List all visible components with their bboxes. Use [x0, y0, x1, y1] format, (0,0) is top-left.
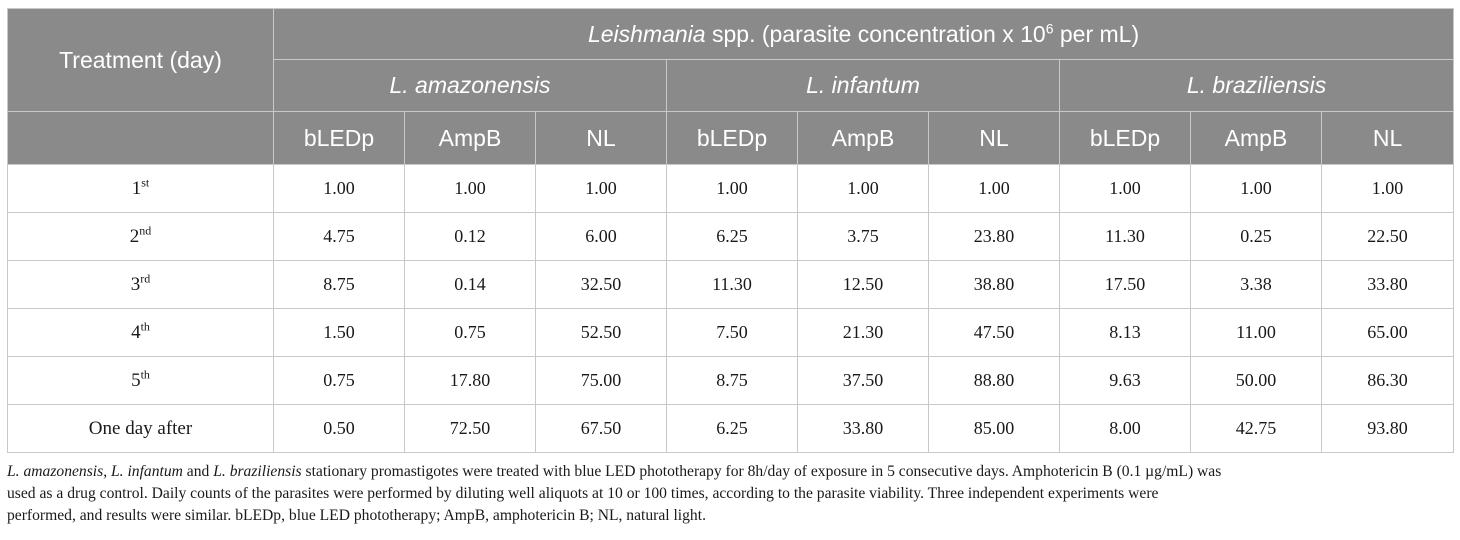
- table-row: [8, 309, 1454, 357]
- footnote-species: L. amazonensis: [7, 463, 104, 480]
- value-cell: 17.50: [1060, 261, 1191, 309]
- value-cell: 86.30: [1322, 357, 1454, 405]
- value-cell: 37.50: [798, 357, 929, 405]
- value-cell: 1.00: [1060, 165, 1191, 213]
- species-header: L. infantum: [667, 60, 1060, 112]
- day-label: 5: [131, 369, 141, 391]
- value-cell: 0.50: [274, 405, 405, 453]
- value-cell: 23.80: [929, 213, 1060, 261]
- day-ordinal-suffix: th: [140, 319, 150, 334]
- value-cell: 3.75: [798, 213, 929, 261]
- value-cell: 42.75: [1191, 405, 1322, 453]
- table-row: [8, 357, 1454, 405]
- value-cell: 11.30: [667, 261, 798, 309]
- value-cell: 0.75: [405, 309, 536, 357]
- value-cell: 1.00: [929, 165, 1060, 213]
- table-footnote: [7, 461, 1453, 527]
- subcolumn-header: NL: [536, 112, 667, 165]
- value-cell: 4.75: [274, 213, 405, 261]
- value-cell: 32.50: [536, 261, 667, 309]
- value-cell: 1.00: [667, 165, 798, 213]
- value-cell: 9.63: [1060, 357, 1191, 405]
- footnote-line: performed, and results were similar. bLEDp, blue LED phototherapy; AmpB, amphotericin B; NL, natural light.: [7, 507, 706, 524]
- day-ordinal-suffix: st: [141, 175, 150, 190]
- day-label: 3: [130, 273, 141, 295]
- value-cell: 8.75: [274, 261, 405, 309]
- treatment-day-cell: [8, 165, 274, 213]
- value-cell: 52.50: [536, 309, 667, 357]
- value-cell: 7.50: [667, 309, 798, 357]
- table-row: [8, 405, 1454, 453]
- value-cell: 0.14: [405, 261, 536, 309]
- table-row: [8, 213, 1454, 261]
- value-cell: 8.00: [1060, 405, 1191, 453]
- value-cell: 1.00: [798, 165, 929, 213]
- value-cell: 47.50: [929, 309, 1060, 357]
- table-body: [8, 165, 1454, 453]
- value-cell: 21.30: [798, 309, 929, 357]
- value-cell: 0.25: [1191, 213, 1322, 261]
- treatment-day-cell: [8, 261, 274, 309]
- day-label: 4: [131, 321, 141, 343]
- day-label: 1: [131, 177, 142, 199]
- group-title-text: spp. (parasite concentration x 10: [705, 20, 1046, 47]
- value-cell: 11.30: [1060, 213, 1191, 261]
- value-cell: 0.75: [274, 357, 405, 405]
- value-cell: 1.00: [274, 165, 405, 213]
- footnote-separator: ,: [103, 463, 111, 480]
- day-ordinal-suffix: nd: [139, 223, 152, 238]
- day-ordinal-suffix: rd: [140, 271, 151, 286]
- value-cell: 88.80: [929, 357, 1060, 405]
- subcolumn-header: AmpB: [405, 112, 536, 165]
- header-row-group: [8, 9, 1454, 60]
- table-header: [8, 9, 1454, 165]
- footnote-separator: and: [182, 463, 214, 480]
- value-cell: 0.12: [405, 213, 536, 261]
- subcolumn-header: bLEDp: [1060, 112, 1191, 165]
- value-cell: 12.50: [798, 261, 929, 309]
- value-cell: 72.50: [405, 405, 536, 453]
- value-cell: 93.80: [1322, 405, 1454, 453]
- subcolumn-header: AmpB: [1191, 112, 1322, 165]
- subcolumn-header: NL: [1322, 112, 1454, 165]
- value-cell: 65.00: [1322, 309, 1454, 357]
- data-table: [7, 8, 1454, 453]
- treatment-day-cell: [8, 213, 274, 261]
- footnote-species: L. braziliensis: [213, 463, 302, 480]
- value-cell: 6.25: [667, 213, 798, 261]
- value-cell: 1.00: [1322, 165, 1454, 213]
- value-cell: 1.00: [405, 165, 536, 213]
- subcolumn-header: bLEDp: [667, 112, 798, 165]
- day-label: One day after: [88, 417, 193, 439]
- value-cell: 1.00: [536, 165, 667, 213]
- species-header: L. braziliensis: [1060, 60, 1454, 112]
- value-cell: 3.38: [1191, 261, 1322, 309]
- value-cell: 8.75: [667, 357, 798, 405]
- value-cell: 11.00: [1191, 309, 1322, 357]
- value-cell: 8.13: [1060, 309, 1191, 357]
- day-label: 2: [129, 225, 140, 247]
- value-cell: 22.50: [1322, 213, 1454, 261]
- value-cell: 1.00: [1191, 165, 1322, 213]
- treatment-day-cell: [8, 309, 274, 357]
- header-row-treatments: [8, 112, 1454, 165]
- value-cell: 6.00: [536, 213, 667, 261]
- value-cell: 6.25: [667, 405, 798, 453]
- value-cell: 85.00: [929, 405, 1060, 453]
- species-header: L. amazonensis: [274, 60, 667, 112]
- treatment-day-cell: [8, 357, 274, 405]
- value-cell: 50.00: [1191, 357, 1322, 405]
- footnote-line: used as a drug control. Daily counts of the parasites were performed by diluting well aliquots at 10 or 100 times, according to the parasite viability. Three independent experiments were: [7, 485, 1159, 502]
- genus-label: Leishmania: [587, 20, 706, 47]
- footnote-species: L. infantum: [110, 463, 183, 480]
- subcolumn-header: NL: [929, 112, 1060, 165]
- footnote-line: [7, 461, 1453, 483]
- treatment-day-cell: [8, 405, 274, 453]
- value-cell: 38.80: [929, 261, 1060, 309]
- subcolumn-header: bLEDp: [274, 112, 405, 165]
- value-cell: 33.80: [1322, 261, 1454, 309]
- group-title-unit: per mL): [1053, 20, 1140, 47]
- group-title-exponent: 6: [1045, 19, 1054, 36]
- treatment-day-header: Treatment (day): [8, 9, 274, 112]
- table-container: [7, 8, 1453, 453]
- subcolumn-header: AmpB: [798, 112, 929, 165]
- value-cell: 17.80: [405, 357, 536, 405]
- table-row: [8, 261, 1454, 309]
- value-cell: 33.80: [798, 405, 929, 453]
- footnote-text: stationary promastigotes were treated with blue LED phototherapy for 8h/day of exposure in 5 consecutive days. Amphotericin B (0.1 µg/mL) was: [301, 463, 1222, 480]
- day-ordinal-suffix: th: [140, 367, 150, 382]
- table-row: [8, 165, 1454, 213]
- value-cell: 67.50: [536, 405, 667, 453]
- value-cell: 75.00: [536, 357, 667, 405]
- value-cell: 1.50: [274, 309, 405, 357]
- group-title-header: [274, 9, 1454, 60]
- treatment-spacer-cell: [8, 112, 274, 165]
